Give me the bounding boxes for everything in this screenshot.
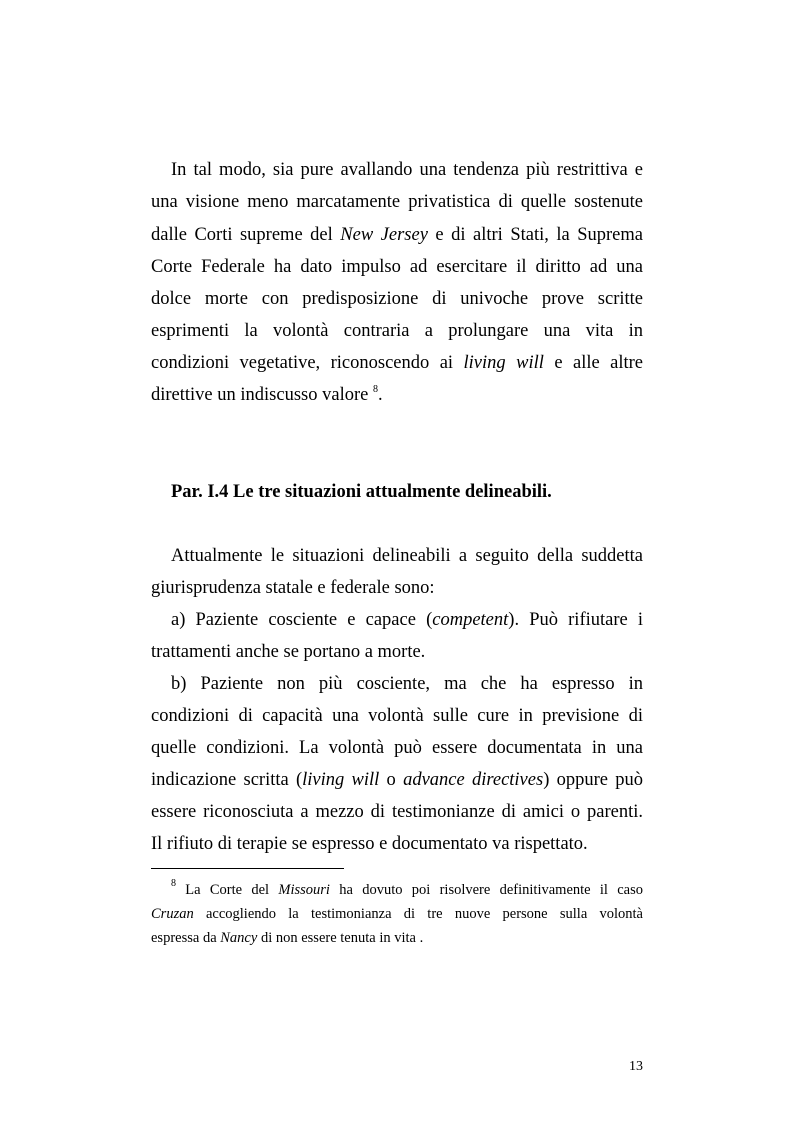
footnote-reference[interactable]: 8	[372, 384, 378, 395]
footnote-line	[151, 929, 643, 947]
text-run: Attualmente le situazioni delineabili a seguito della suddetta	[171, 546, 643, 566]
text-run: e alle altre	[543, 353, 644, 373]
paragraph-line	[151, 833, 643, 855]
footnote-number: 8	[171, 878, 176, 889]
paragraph-line	[151, 801, 643, 823]
text-run: condizioni di capacità una volontà sulle cure in previsione di	[151, 706, 643, 726]
text-run: condizioni vegetative, riconoscendo ai	[151, 353, 464, 373]
italic-text: Cruzan	[151, 906, 194, 922]
paragraph-line	[151, 256, 643, 278]
footnote-line	[151, 905, 643, 923]
paragraph-line	[171, 159, 643, 181]
text-run: o	[379, 770, 404, 790]
italic-text: Missouri	[278, 882, 330, 898]
italic-text: advance directives	[403, 770, 544, 790]
text-run: esprimenti la volontà contraria a prolungare una vita in	[151, 321, 643, 341]
paragraph-line	[151, 384, 643, 406]
section-heading: Par. I.4 Le tre situazioni attualmente delineabili.	[171, 482, 552, 502]
text-run: dolce morte con predisposizione di univoche prove scritte	[151, 289, 643, 309]
paragraph-line	[151, 288, 643, 310]
text-run: e di altri Stati, la Suprema	[427, 225, 643, 245]
text-run: quelle condizioni. La volontà può essere documentata in una	[151, 738, 643, 758]
text-run: accogliendo la testimonianza di tre nuove persone sulla volontà	[193, 906, 643, 922]
paragraph-line	[171, 545, 643, 567]
text-run: trattamenti anche se portano a morte.	[151, 642, 426, 662]
footnote-line	[171, 878, 643, 899]
paragraph-line	[151, 769, 643, 791]
italic-text: Nancy	[220, 930, 258, 946]
italic-text: living will	[463, 353, 544, 373]
paragraph-line	[151, 320, 643, 342]
text-run: ha dovuto poi risolvere definitivamente il caso	[329, 882, 643, 898]
paragraph-line	[151, 705, 643, 727]
text-run: La Corte del	[176, 882, 279, 898]
page-number: 13	[629, 1059, 643, 1074]
italic-text: living will	[302, 770, 380, 790]
paragraph-line	[151, 352, 643, 374]
text-run: di non essere tenuta in vita .	[257, 930, 424, 946]
text-run: .	[377, 385, 383, 405]
text-run: In tal modo, sia pure avallando una tendenza più restrittiva e	[171, 160, 643, 180]
text-run: ). Può rifiutare i	[508, 610, 643, 630]
footnote-separator	[151, 868, 344, 869]
text-run: dalle Corti supreme del	[151, 225, 341, 245]
text-run: giurisprudenza statale e federale sono:	[151, 578, 435, 598]
text-run: Il rifiuto di terapie se espresso e documentato va rispettato.	[151, 834, 588, 854]
paragraph-line	[151, 224, 643, 246]
text-run: a) Paziente cosciente e capace (	[171, 610, 433, 630]
list-item-b	[171, 673, 643, 695]
text-run: ) oppure può	[543, 770, 643, 790]
text-run: indicazione scritta (	[151, 770, 303, 790]
paragraph-line	[151, 191, 643, 213]
text-run: Corte Federale ha dato impulso ad esercitare il diritto ad una	[151, 257, 643, 277]
text-run: essere riconosciuta a mezzo di testimonianze di amici o parenti.	[151, 802, 643, 822]
text-run: b) Paziente non più cosciente, ma che ha espresso in	[171, 674, 643, 694]
list-item-a	[171, 609, 643, 631]
paragraph-line	[151, 737, 643, 759]
italic-text: New Jersey	[340, 225, 428, 245]
text-run: direttive un indiscusso valore	[151, 385, 373, 405]
text-run: espressa da	[151, 930, 221, 946]
text-run: una visione meno marcatamente privatistica di quelle sostenute	[151, 192, 643, 212]
paragraph-line	[151, 641, 643, 663]
paragraph-line	[151, 577, 643, 599]
italic-text: competent	[432, 610, 509, 630]
